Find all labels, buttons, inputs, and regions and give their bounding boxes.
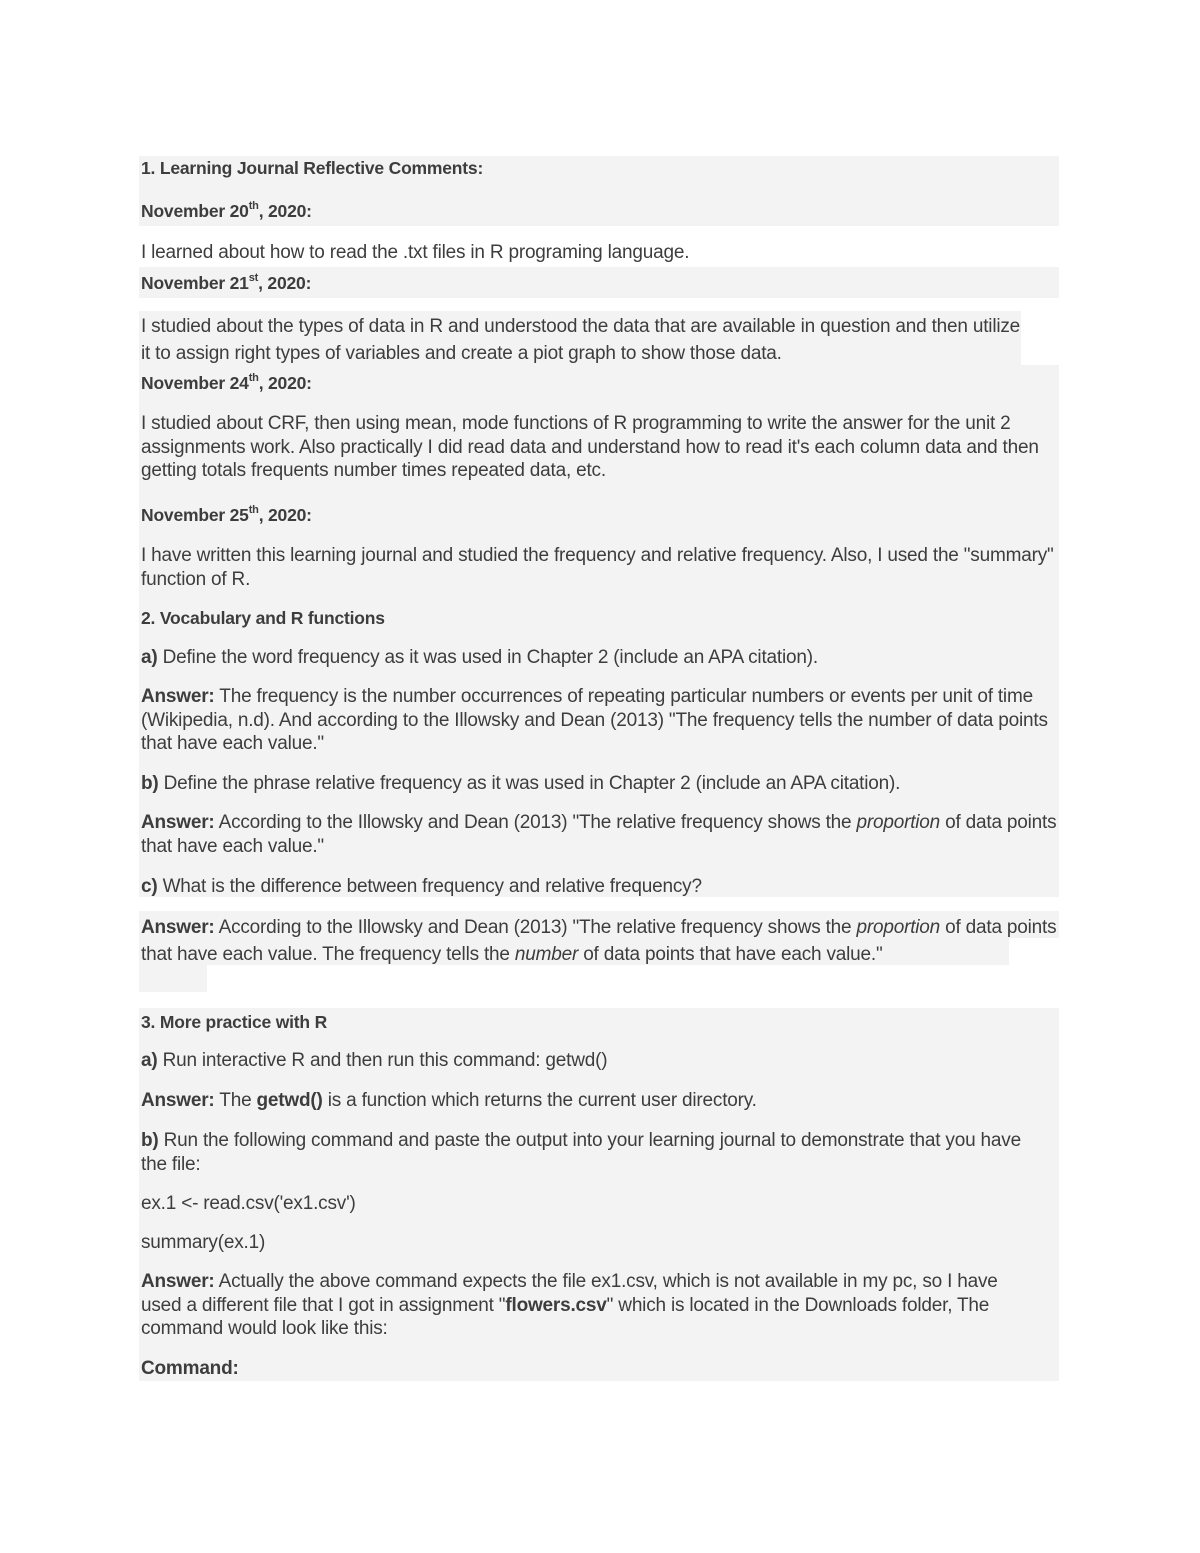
- section-heading: 1. Learning Journal Reflective Comments:: [141, 158, 484, 178]
- answer-a: Answer: The frequency is the number occurrences of repeating particular numbers or events per unit of time (Wikipedia, n.d). And according to the Illowsky and Dean (2013) "The frequency tells the number of data points that have each value.": [141, 686, 1048, 754]
- entry-text: I learned about how to read the .txt files in R programing language.: [141, 242, 690, 263]
- entry-date: November 20th, 2020:: [141, 200, 312, 221]
- question-a: a) Define the word frequency as it was used in Chapter 2 (include an APA citation).: [141, 647, 818, 668]
- practice-question-a: a) Run interactive R and then run this command: getwd(): [141, 1050, 608, 1071]
- entry-date: November 24th, 2020:: [141, 372, 312, 393]
- code-line: ex.1 <- read.csv('ex1.csv'): [141, 1193, 356, 1214]
- question-c: c) What is the difference between frequency and relative frequency?: [141, 876, 702, 897]
- shade-block: [139, 965, 207, 992]
- entry-text: I have written this learning journal and studied the frequency and relative frequency. Also, I used the "summary" function of R.: [141, 545, 1054, 590]
- practice-answer-a: Answer: The getwd() is a function which returns the current user directory.: [141, 1090, 757, 1111]
- section-heading: 3. More practice with R: [141, 1012, 328, 1032]
- command-label: Command:: [141, 1358, 239, 1379]
- entry-date: November 21st, 2020:: [141, 272, 312, 293]
- answer-b: Answer: According to the Illowsky and Dean (2013) "The relative frequency shows the proportion of data points that have each value.": [141, 812, 1057, 857]
- section-heading: 2. Vocabulary and R functions: [141, 608, 385, 628]
- code-line: summary(ex.1): [141, 1232, 266, 1253]
- entry-date: November 25th, 2020:: [141, 504, 312, 525]
- question-b: b) Define the phrase relative frequency as it was used in Chapter 2 (include an APA citation).: [141, 773, 901, 794]
- practice-answer-b: Answer: Actually the above command expects the file ex1.csv, which is not available in my pc, so I have used a different file that I got in assignment "flowers.csv" which is located in the Downloads folder, The command would look like this:: [141, 1271, 998, 1339]
- entry-text: I studied about the types of data in R and understood the data that are available in question and then utilize it to assign right types of variables and create a piot graph to show those data.: [141, 316, 1021, 364]
- answer-c: Answer: According to the Illowsky and Dean (2013) "The relative frequency shows the proportion of data points that have each value. The frequency tells the number of data points that have each value.": [141, 917, 1057, 965]
- entry-text: I studied about CRF, then using mean, mode functions of R programming to write the answer for the unit 2 assignments work. Also practically I did read data and understand how to read it's each column data and then getting totals frequents number times repeated data, etc.: [141, 413, 1039, 481]
- practice-question-b: b) Run the following command and paste the output into your learning journal to demonstrate that you have the file:: [141, 1130, 1021, 1175]
